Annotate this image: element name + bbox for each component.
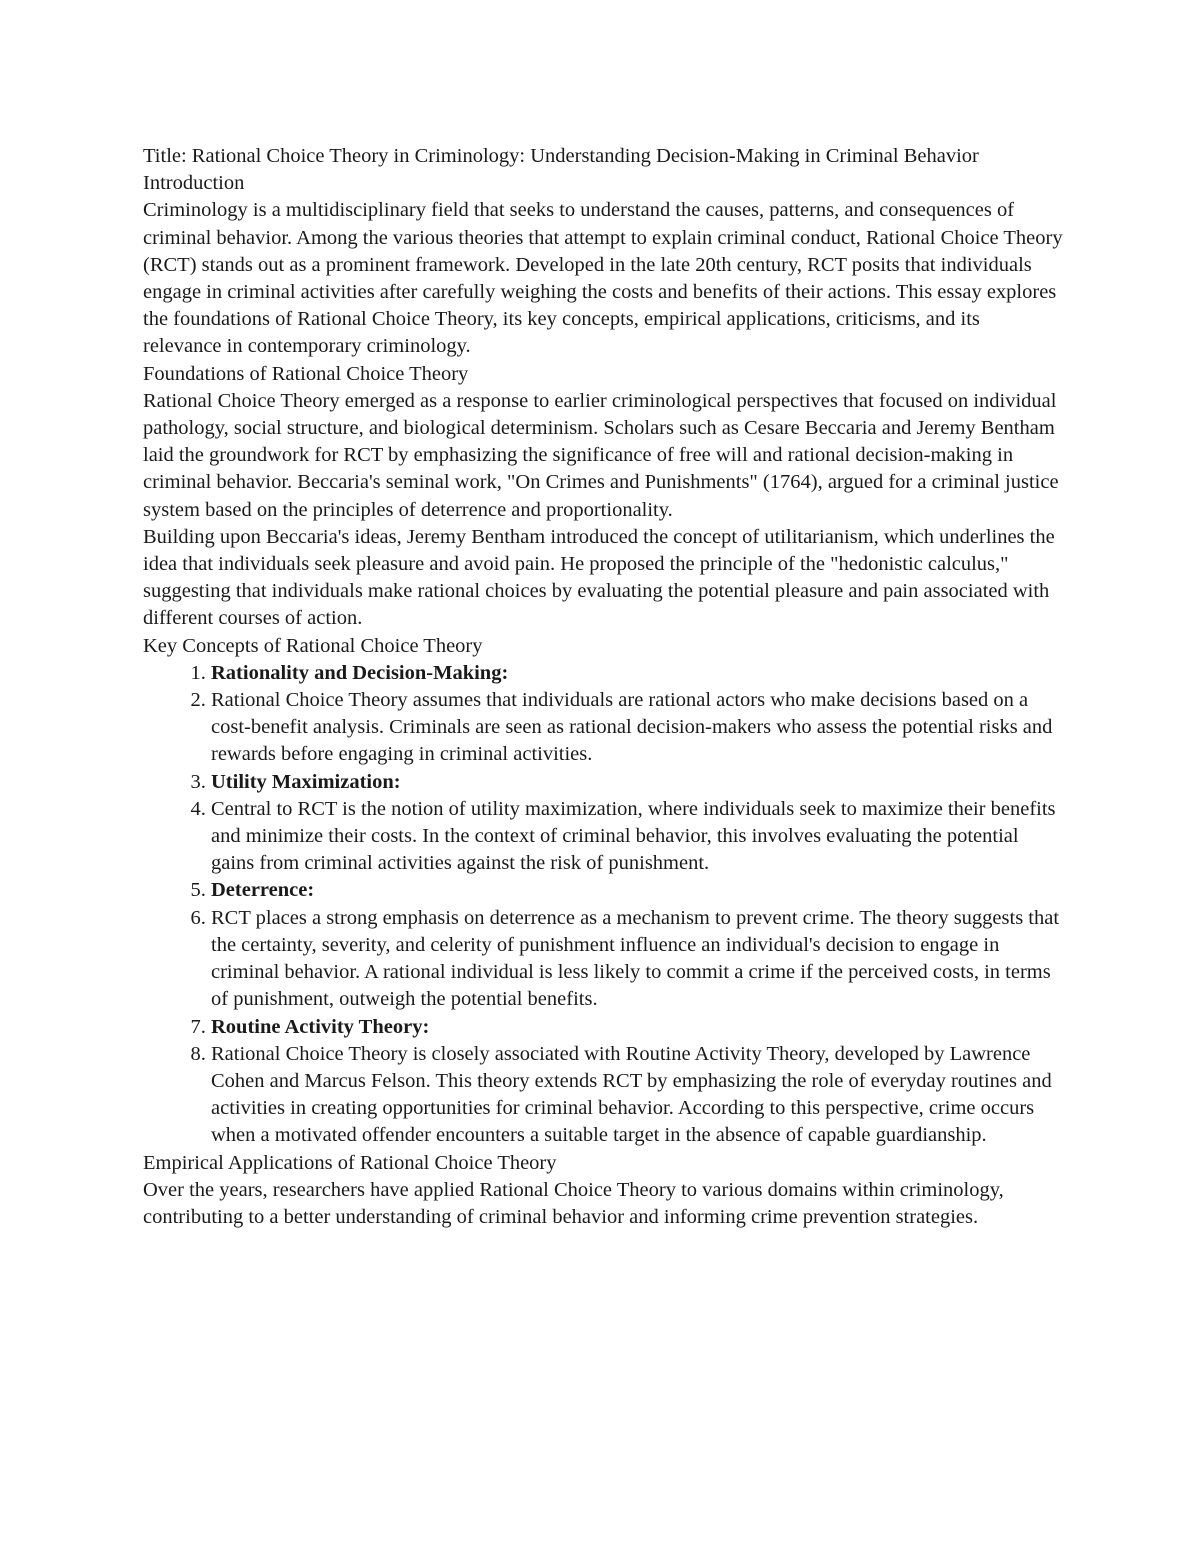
list-item-utility-heading: 3. Utility Maximization:	[211, 769, 1063, 796]
key-concepts-list	[143, 660, 1063, 1150]
foundations-paragraph-2: Building upon Beccaria's ideas, Jeremy Bentham introduced the concept of utilitarianism, which underlines the idea that individuals seek pleasure and avoid pain. He proposed the principle of the "hedonistic calculus," suggesting that individuals make rational choices by evaluating the potential pleasure and pain associated with different courses of action.	[143, 525, 1055, 630]
list-item-utility-text: 4. Central to RCT is the notion of utility maximization, where individuals seek to maximize their benefits and minimize their costs. In the context of criminal behavior, this involves evaluating the potential gains from criminal activities against the risk of punishment.	[211, 796, 1063, 878]
document-body	[143, 143, 1063, 1231]
list-item-routine-activity-text: 8. Rational Choice Theory is closely associated with Routine Activity Theory, developed by Lawrence Cohen and Marcus Felson. This theory extends RCT by emphasizing the role of everyday routines and activities in creating opportunities for criminal behavior. According to this perspective, crime occurs when a motivated offender encounters a suitable target in the absence of capable guardianship.	[211, 1041, 1063, 1150]
section-heading-introduction: Introduction	[143, 172, 245, 195]
section-heading-empirical: Empirical Applications of Rational Choice Theory	[143, 1151, 557, 1174]
list-item-deterrence-text: 6. RCT places a strong emphasis on deterrence as a mechanism to prevent crime. The theory suggests that the certainty, severity, and celerity of punishment influence an individual's decision to engage in criminal behavior. A rational individual is less likely to commit a crime if the perceived costs, in terms of punishment, outweigh the potential benefits.	[211, 905, 1063, 1014]
empirical-paragraph: Over the years, researchers have applied Rational Choice Theory to various domains within criminology, contributing to a better understanding of criminal behavior and informing crime prevention strategies.	[143, 1178, 1004, 1228]
foundations-paragraph-1: Rational Choice Theory emerged as a response to earlier criminological perspectives that focused on individual pathology, social structure, and biological determinism. Scholars such as Cesare Beccaria and Jeremy Bentham laid the groundwork for RCT by emphasizing the significance of free will and rational decision-making in criminal behavior. Beccaria's seminal work, "On Crimes and Punishments" (1764), argued for a criminal justice system based on the principles of deterrence and proportionality.	[143, 389, 1059, 521]
list-item-rationality-text: 2. Rational Choice Theory assumes that individuals are rational actors who make decisions based on a cost-benefit analysis. Criminals are seen as rational decision-makers who assess the potential risks and rewards before engaging in criminal activities.	[211, 687, 1063, 769]
list-item-deterrence-heading: 5. Deterrence:	[211, 877, 1063, 904]
section-heading-key-concepts: Key Concepts of Rational Choice Theory	[143, 634, 483, 657]
list-item-routine-activity-heading: 7. Routine Activity Theory:	[211, 1014, 1063, 1041]
document-title: Title: Rational Choice Theory in Criminology: Understanding Decision-Making in Criminal Behavior	[143, 145, 979, 167]
section-heading-foundations: Foundations of Rational Choice Theory	[143, 362, 469, 385]
list-item-rationality-heading: 1. Rationality and Decision-Making:	[211, 660, 1063, 687]
introduction-paragraph: Criminology is a multidisciplinary field that seeks to understand the causes, patterns, and consequences of criminal behavior. Among the various theories that attempt to explain criminal conduct, Rational Choice Theory (RCT) stands out as a prominent framework. Developed in the late 20th century, RCT posits that individuals engage in criminal activities after carefully weighing the costs and benefits of their actions. This essay explores the foundations of Rational Choice Theory, its key concepts, empirical applications, criticisms, and its relevance in contemporary criminology.	[143, 199, 1063, 358]
